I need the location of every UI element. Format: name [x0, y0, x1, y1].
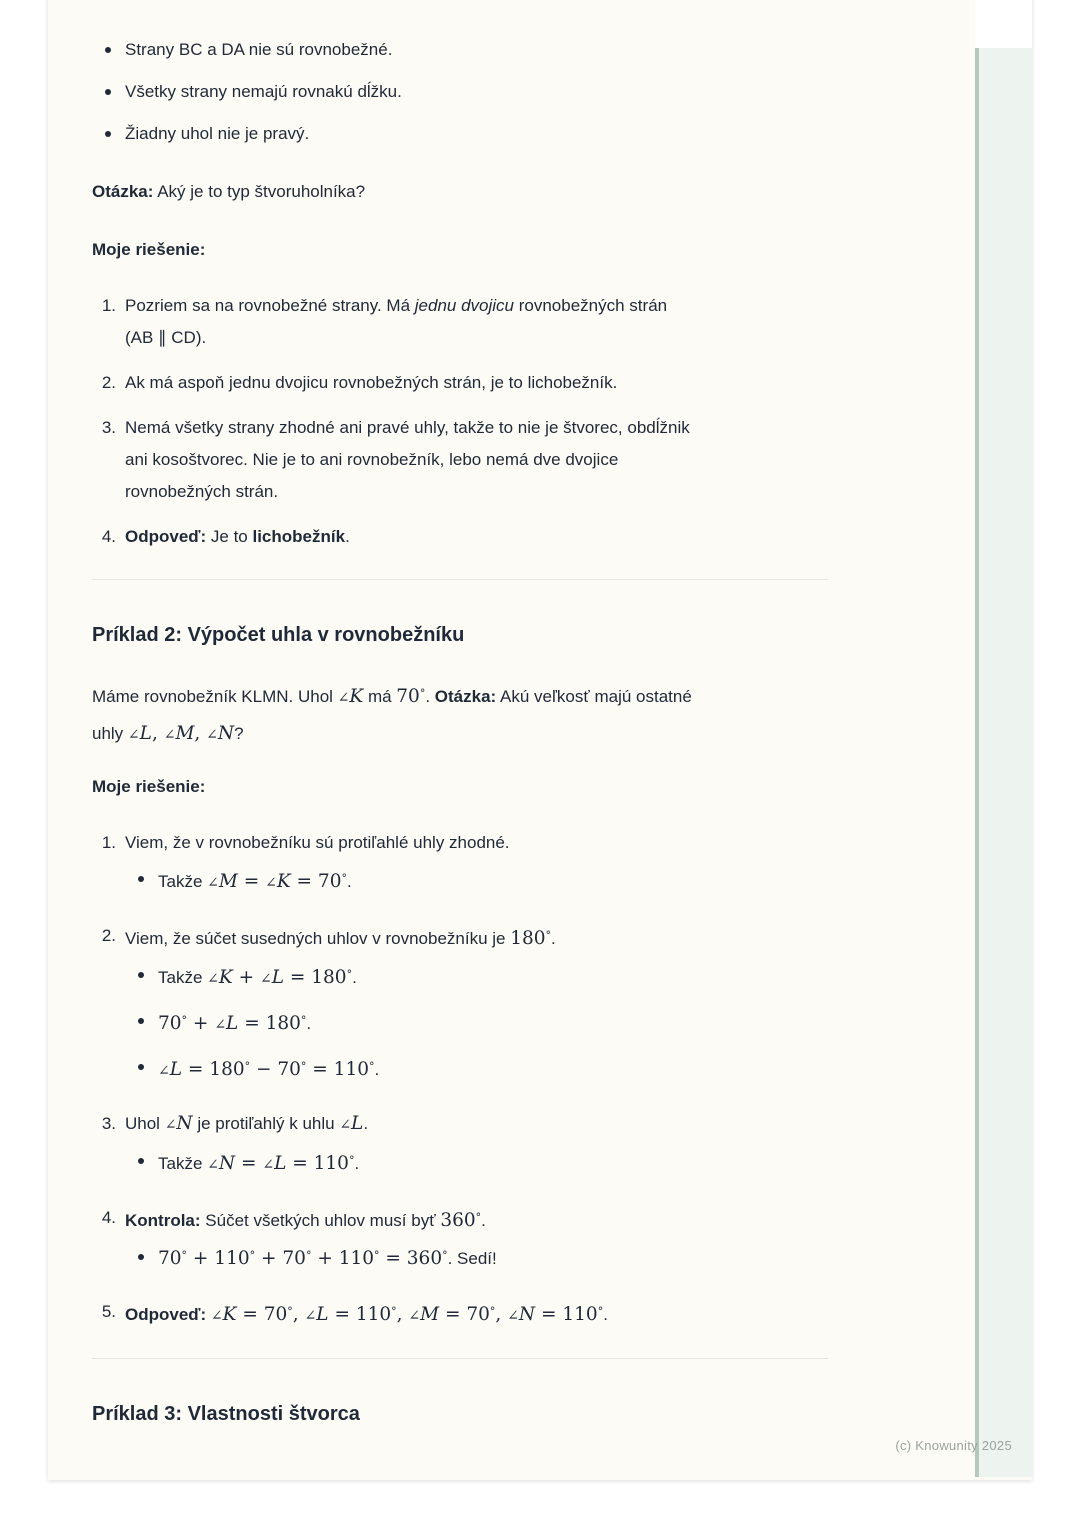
list-text: Uhol ∠N je protiľahlý k uhlu ∠L. [125, 1112, 369, 1134]
list-item [92, 827, 828, 898]
list-number: 3. [101, 418, 116, 437]
section-divider [92, 579, 828, 580]
sub-bullet-text: Takže ∠M = ∠K = 70°. [158, 870, 352, 892]
sub-bullet-item [92, 1242, 828, 1275]
list-number: 4. [101, 527, 116, 546]
bullet-dot-icon [138, 876, 144, 882]
bullet-item [92, 36, 828, 64]
sub-bullet-text: Takže ∠N = ∠L = 110°. [158, 1152, 360, 1174]
list-text: Nemá všetky strany zhodné ani pravé uhly, takže to nie je štvorec, obdĺžnik ani kosoštvorec. Nie je to ani rovnobežník, lebo nemá dve dvojice rovnobežných strán. [125, 418, 690, 501]
bullet-dot-icon [138, 972, 144, 978]
list-item [92, 412, 828, 508]
list-item [92, 521, 828, 553]
intro-bullet-list [92, 36, 828, 148]
bullet-item [92, 120, 828, 148]
list-number: 2. [101, 373, 116, 392]
question-line: Otázka: Aký je to typ štvoruholníka? [92, 182, 366, 201]
example2-intro: Máme rovnobežník KLMN. Uhol ∠K má 70°. Otázka: Akú veľkosť majú ostatné uhly ∠L, ∠M, ∠N? [92, 685, 692, 744]
bullet-text: Žiadny uhol nie je pravý. [125, 124, 310, 143]
sub-bullet-item [92, 864, 828, 898]
list-number: 2. [101, 925, 116, 945]
list-text: Viem, že v rovnobežníku sú protiľahlé uhly zhodné. [125, 832, 510, 852]
example3-heading: Príklad 3: Vlastnosti štvorca [92, 1403, 360, 1426]
document-content [48, 0, 828, 1429]
sub-bullet-text: Takže ∠K + ∠L = 180°. [158, 966, 357, 988]
list-item [92, 290, 828, 354]
list-number: 1. [101, 296, 116, 315]
list-text: Viem, že súčet susedných uhlov v rovnobežníku je 180°. [125, 927, 556, 949]
bullet-dot-icon [105, 89, 111, 95]
list-item [92, 920, 828, 1086]
list-text: Odpoveď: ∠K = 70°, ∠L = 110°, ∠M = 70°, ∠N = 110°. [125, 1304, 608, 1326]
bullet-item [92, 78, 828, 106]
sub-bullet-item [92, 960, 828, 994]
bullet-dot-icon [105, 47, 111, 53]
bullet-text: Strany BC a DA nie sú rovnobežné. [125, 40, 393, 59]
solution2-steps [92, 827, 828, 1332]
bullet-dot-icon [138, 1064, 144, 1070]
bullet-dot-icon [138, 1254, 144, 1260]
sub-bullet-text: ∠L = 180° − 70° = 110°. [158, 1058, 380, 1080]
accent-strip [975, 48, 1032, 1477]
solution-heading: Moje riešenie: [92, 776, 206, 796]
list-item [92, 367, 828, 399]
bullet-dot-icon [138, 1018, 144, 1024]
list-item [92, 1296, 828, 1332]
sub-bullet-item [92, 1052, 828, 1086]
bullet-dot-icon [138, 1158, 144, 1164]
right-gutter [975, 0, 1032, 1477]
bullet-text: Všetky strany nemajú rovnakú dĺžku. [125, 82, 402, 101]
list-text: Pozriem sa na rovnobežné strany. Má jednu dvojicu rovnobežných strán (AB ∥ CD). [125, 296, 668, 347]
sub-bullet-text: 70° + ∠L = 180°. [158, 1012, 312, 1034]
document-page [48, 0, 1032, 1480]
section-divider [92, 1358, 828, 1359]
list-text: Ak má aspoň jednu dvojicu rovnobežných strán, je to lichobežník. [125, 373, 618, 392]
list-number: 5. [101, 1302, 116, 1322]
list-item [92, 1108, 828, 1180]
footer-credit: (c) Knowunity 2025 [895, 1438, 1012, 1453]
sub-bullet-item [92, 1006, 828, 1040]
sub-bullet-text: 70° + 110° + 70° + 110° = 360°. Sedí! [158, 1248, 497, 1270]
list-text: Odpoveď: Je to lichobežník. [125, 527, 350, 546]
list-text: Kontrola: Súčet všetkých uhlov musí byť 360°. [125, 1209, 486, 1231]
list-number: 1. [101, 832, 116, 852]
sub-bullet-item [92, 1146, 828, 1180]
list-item [92, 1202, 828, 1275]
solution-heading: Moje riešenie: [92, 240, 206, 259]
solution1-steps [92, 290, 828, 553]
example2-heading: Príklad 2: Výpočet uhla v rovnobežníku [92, 624, 465, 646]
list-number: 3. [101, 1113, 116, 1133]
list-number: 4. [101, 1207, 116, 1227]
bullet-dot-icon [105, 131, 111, 137]
